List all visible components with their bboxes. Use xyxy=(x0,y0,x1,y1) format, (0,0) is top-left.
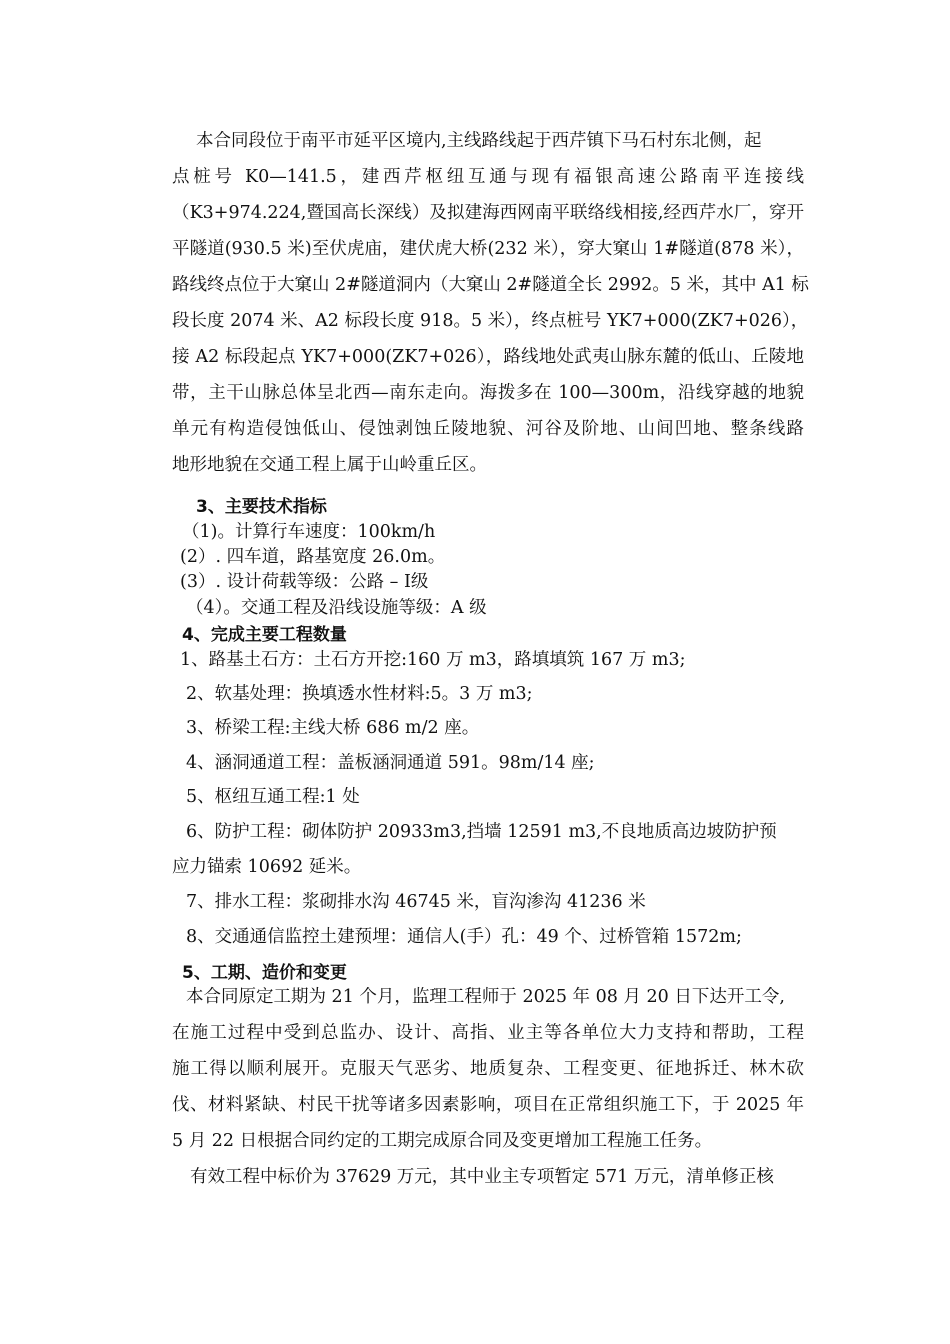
section-heading: 4、完成主要工程数量 xyxy=(182,625,347,645)
intro-line: 地形地貌在交通工程上属于山岭重丘区。 xyxy=(172,455,487,475)
schedule-line: 伐、材料紧缺、村民干扰等诸多因素影响，项目在正常组织施工下，于 2025 年 xyxy=(172,1095,804,1115)
quantity-item: 8、交通通信监控土建预埋：通信人(手）孔：49 个、过桥管箱 1572m; xyxy=(186,927,742,947)
spec-item: （1)。计算行车速度：100km/h xyxy=(182,522,436,542)
section-heading: 5、工期、造价和变更 xyxy=(182,963,347,983)
intro-line: 路线终点位于大窠山 2#隧道洞内（大窠山 2#隧道全长 2992。5 米，其中 A1 标 xyxy=(172,275,809,295)
intro-line: 本合同段位于南平市延平区境内,主线路线起于西芹镇下马石村东北侧，起 xyxy=(196,131,762,151)
quantity-item: 4、涵洞通道工程：盖板涵洞通道 591。98m/14 座; xyxy=(186,753,595,773)
intro-line: 平隧道(930.5 米)至伏虎庙，建伏虎大桥(232 米），穿大窠山 1#隧道(878 米）， xyxy=(172,239,804,259)
spec-item: (2）. 四车道，路基宽度 26.0m。 xyxy=(180,547,446,567)
schedule-line: 在施工过程中受到总监办、设计、高指、业主等各单位大力支持和帮助，工程 xyxy=(172,1023,804,1043)
quantity-item: 6、防护工程：砌体防护 20933m3,挡墙 12591 m3,不良地质高边坡防护预 xyxy=(186,822,777,842)
schedule-line: 本合同原定工期为 21 个月，监理工程师于 2025 年 08 月 20 日下达开工令, xyxy=(186,987,785,1007)
quantity-item: 应力锚索 10692 延米。 xyxy=(172,857,362,877)
schedule-line: 5 月 22 日根据合同约定的工期完成原合同及变更增加工程施工任务。 xyxy=(172,1131,713,1151)
quantity-item: 7、排水工程：浆砌排水沟 46745 米，盲沟渗沟 41236 米 xyxy=(186,892,646,912)
quantity-item: 3、桥梁工程:主线大桥 686 m/2 座。 xyxy=(186,718,480,738)
section-heading: 3、主要技术指标 xyxy=(196,497,327,517)
intro-line: （K3+974.224,暨国高长深线）及拟建海西网南平联络线相接,经西芹水厂，穿开 xyxy=(172,203,804,223)
quantity-item: 2、软基处理：换填透水性材料:5。3 万 m3; xyxy=(186,684,533,704)
intro-line: 单元有构造侵蚀低山、侵蚀剥蚀丘陵地貌、河谷及阶地、山间凹地、整条线路 xyxy=(172,419,804,439)
intro-line: 段长度 2074 米、A2 标段长度 918。5 米），终点桩号 YK7+000(ZK7+026）， xyxy=(172,311,809,331)
quantity-item: 5、枢纽互通工程:1 处 xyxy=(186,787,360,807)
schedule-line: 施工得以顺利展开。克服天气恶劣、地质复杂、工程变更、征地拆迁、林木砍 xyxy=(172,1059,804,1079)
intro-line: 带，主干山脉总体呈北西—南东走向。海拨多在 100—300m，沿线穿越的地貌 xyxy=(172,383,804,403)
cost-line: 有效工程中标价为 37629 万元，其中业主专项暂定 571 万元，清单修正核 xyxy=(190,1167,774,1187)
intro-line: 接 A2 标段起点 YK7+000(ZK7+026），路线地处武夷山脉东麓的低山、丘陵地 xyxy=(172,347,804,367)
spec-item: （4）。交通工程及沿线设施等级：A 级 xyxy=(186,598,487,618)
spec-item: (3）. 设计荷载等级：公路 – Ⅰ级 xyxy=(180,572,429,592)
quantity-item: 1、路基土石方：土石方开挖:160 万 m3，路填填筑 167 万 m3; xyxy=(180,650,686,670)
intro-line: 点桩号 K0—141.5，建西芹枢纽互通与现有福银高速公路南平连接线 xyxy=(172,167,804,187)
